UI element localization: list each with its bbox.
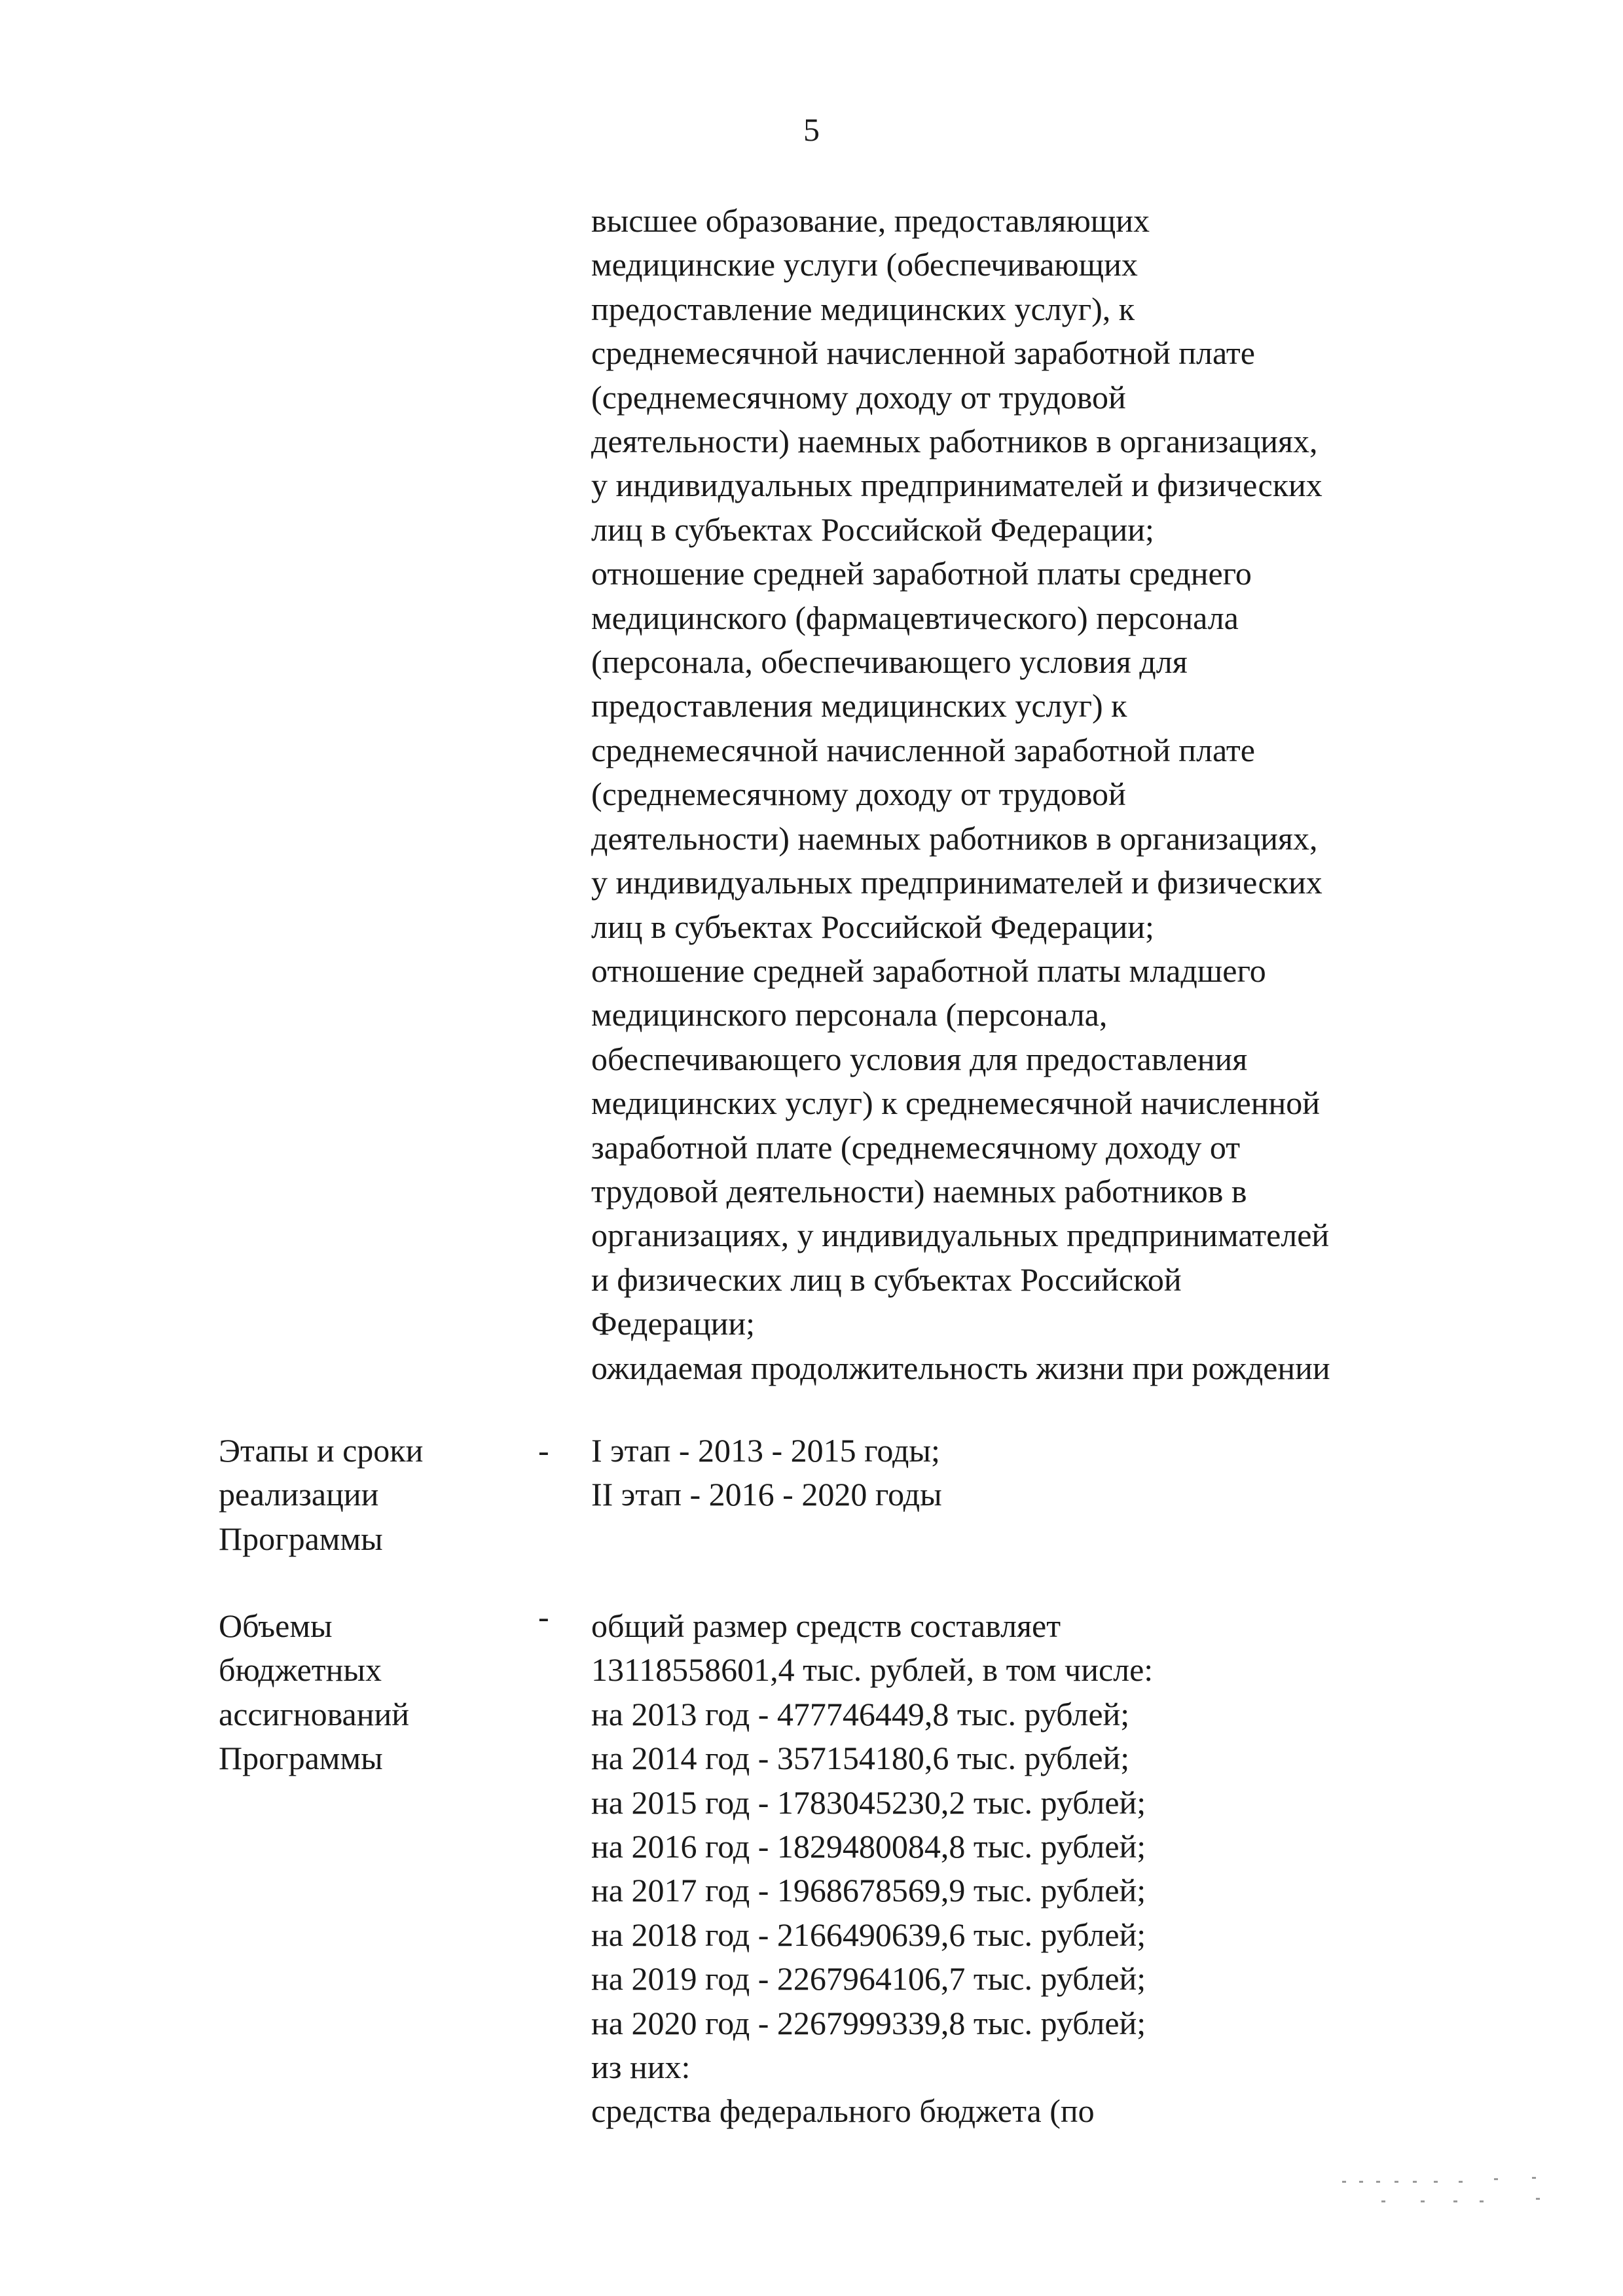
text-line: предоставления медицинских услуг) к — [591, 687, 1127, 725]
text-line: (персонала, обеспечивающего условия для — [591, 643, 1188, 681]
value-line: на 2018 год - 2166490639,6 тыс. рублей; — [591, 1916, 1146, 1953]
value-line: на 2019 год - 2267964106,7 тыс. рублей; — [591, 1960, 1146, 1998]
stages-label — [219, 1429, 520, 1561]
text-line: среднемесячной начисленной заработной плате — [591, 731, 1255, 768]
continuation-text — [591, 199, 1495, 1390]
page-number: 5 — [803, 111, 820, 148]
value-line: 13118558601,4 тыс. рублей, в том числе: — [591, 1651, 1154, 1689]
text-line: у индивидуальных предпринимателей и физических — [591, 467, 1322, 504]
scan-artifact — [1342, 2172, 1552, 2211]
label-line: бюджетных — [219, 1651, 382, 1689]
label-line: Этапы и сроки — [219, 1432, 424, 1469]
label-line: Программы — [219, 1740, 383, 1777]
text-line: у индивидуальных предпринимателей и физических — [591, 864, 1322, 901]
text-line: (среднемесячному доходу от трудовой — [591, 776, 1126, 813]
text-line: деятельности) наемных работников в организациях, — [591, 423, 1318, 460]
value-line: на 2014 год - 357154180,6 тыс. рублей; — [591, 1740, 1130, 1777]
value-line: на 2015 год - 1783045230,2 тыс. рублей; — [591, 1784, 1146, 1821]
text-line: обеспечивающего условия для предоставления — [591, 1040, 1248, 1077]
value-line: на 2017 год - 1968678569,9 тыс. рублей; — [591, 1872, 1146, 1909]
text-line: предоставление медицинских услуг), к — [591, 290, 1135, 327]
value-line: из них: — [591, 2049, 691, 2086]
budget-dash: - — [538, 1598, 549, 1635]
stages-dash: - — [538, 1432, 549, 1469]
text-line: отношение средней заработной платы среднего — [591, 555, 1252, 592]
stages-value — [591, 1429, 1501, 1517]
text-line: медицинского персонала (персонала, — [591, 996, 1108, 1033]
budget-label — [219, 1604, 520, 1781]
label-line: реализации — [219, 1476, 379, 1513]
text-line: отношение средней заработной платы младшего — [591, 952, 1266, 989]
text-line: высшее образование, предоставляющих — [591, 202, 1150, 239]
text-line: лиц в субъектах Российской Федерации; — [591, 908, 1154, 945]
text-line: и физических лиц в субъектах Российской — [591, 1261, 1182, 1298]
value-line: средства федерального бюджета (по — [591, 2092, 1095, 2130]
text-line: медицинских услуг) к среднемесячной начисленной — [591, 1085, 1320, 1122]
text-line: лиц в субъектах Российской Федерации; — [591, 511, 1154, 548]
text-line: деятельности) наемных работников в организациях, — [591, 819, 1318, 857]
value-line: на 2013 год - 477746449,8 тыс. рублей; — [591, 1695, 1130, 1732]
text-line: трудовой деятельности) наемных работников в — [591, 1172, 1247, 1210]
label-line: Программы — [219, 1520, 383, 1557]
text-line: организациях, у индивидуальных предпринимателей — [591, 1217, 1330, 1254]
text-line: медицинские услуги (обеспечивающих — [591, 246, 1138, 283]
text-line: (среднемесячному доходу от трудовой — [591, 378, 1126, 416]
value-line: I этап - 2013 - 2015 годы; — [591, 1432, 940, 1469]
text-line: ожидаемая продолжительность жизни при рождении — [591, 1349, 1330, 1386]
value-line: на 2016 год - 1829480084,8 тыс. рублей; — [591, 1828, 1146, 1865]
value-line: на 2020 год - 2267999339,8 тыс. рублей; — [591, 2004, 1146, 2041]
text-line: среднемесячной начисленной заработной плате — [591, 334, 1255, 372]
text-line: медицинского (фармацевтического) персонала — [591, 599, 1239, 636]
text-line: Федерации; — [591, 1305, 756, 1342]
text-line: заработной плате (среднемесячному доходу от — [591, 1128, 1241, 1166]
budget-value — [591, 1604, 1501, 2134]
value-line: общий размер средств составляет — [591, 1607, 1061, 1644]
label-line: ассигнований — [219, 1695, 410, 1732]
label-line: Объемы — [219, 1607, 333, 1644]
value-line: II этап - 2016 - 2020 годы — [591, 1476, 942, 1513]
